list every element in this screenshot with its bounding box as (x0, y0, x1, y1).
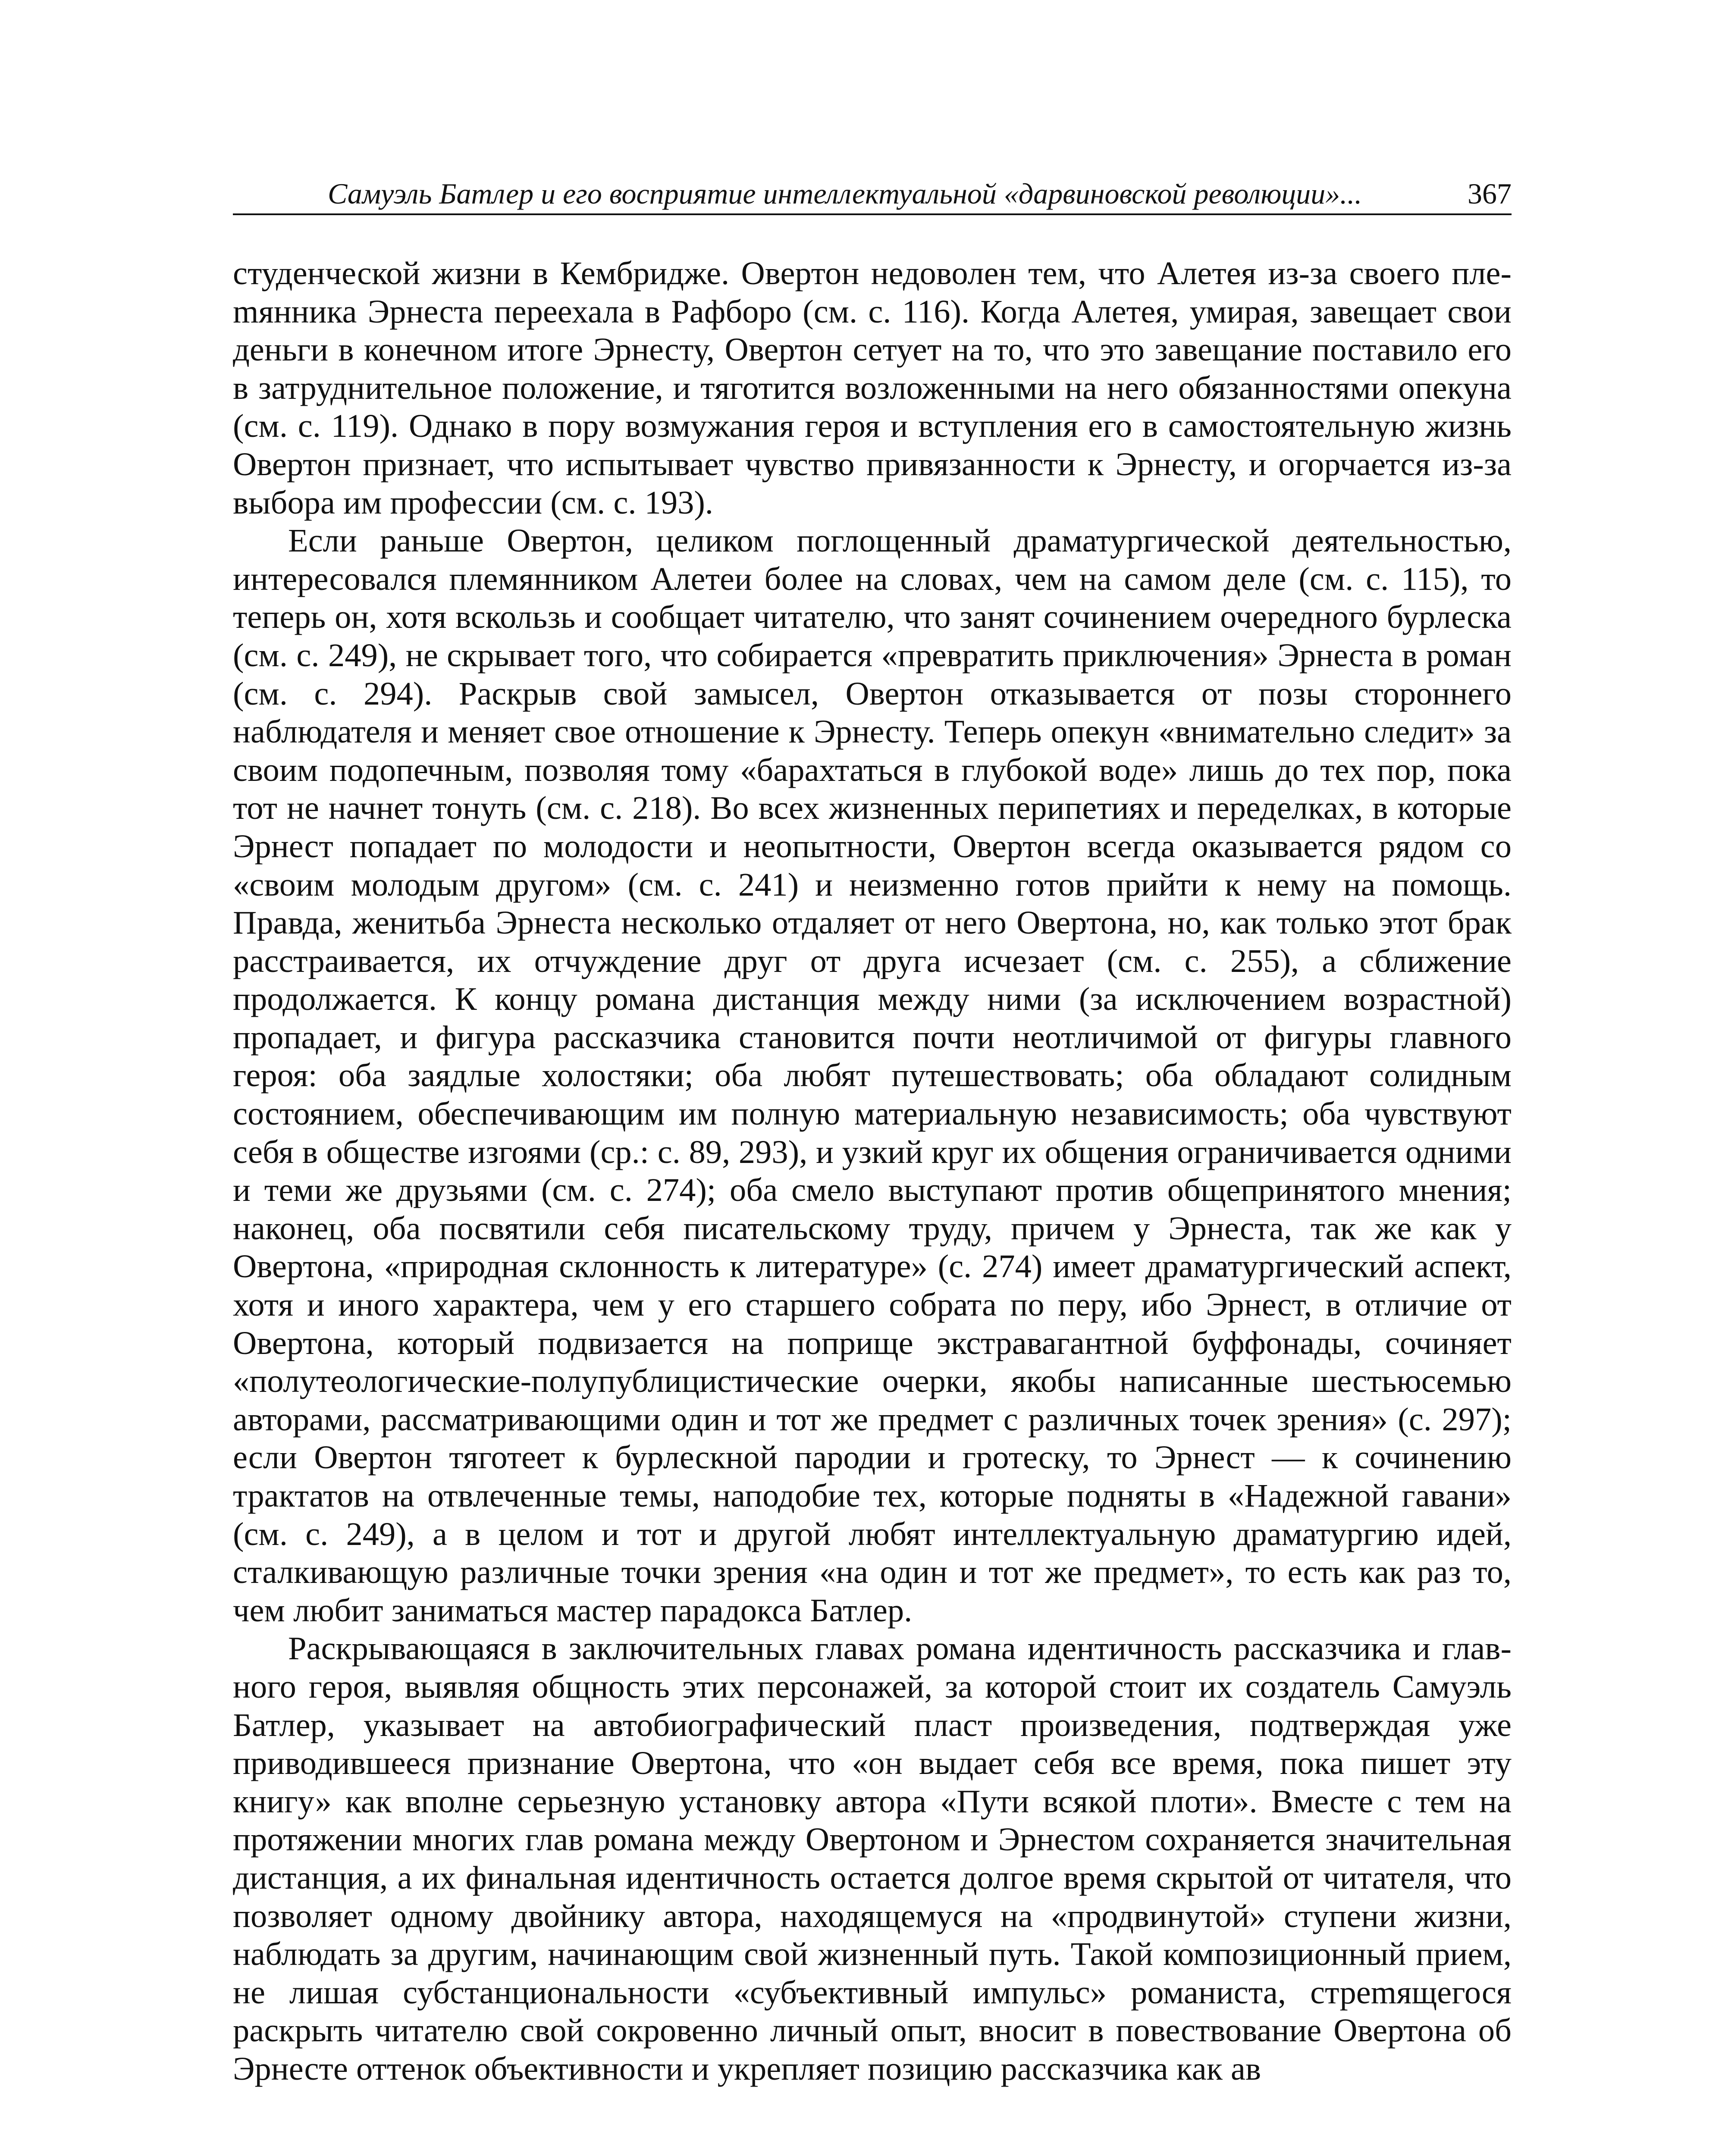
running-header (233, 166, 1512, 215)
body-text (233, 254, 1512, 2088)
running-title: Самуэль Батлер и его восприятие интеллектуальной «дарвиновской революции»... (328, 177, 1362, 210)
paragraph-1: студенческой жизни в Кембридже. Овертон недоволен тем, что Алетея из-за своего плеmянника Эрнеста переехала в Рафборо (см. с. 116). Когда Алетея, умирая, завещает свои деньги в конечном итоге Эрнесту, Овертон сетует на то, что это завещание поставило его в затруднительное положение, и тяготится возложенными на него обязанностями опекуна (см. с. 119). Однако в пору возмужания героя и вступления его в самостоятельную жизнь Овертон признает, что испытывает чувство привязанности к Эрнесту, и огорчается из-за выбора им профессии (см. с. 193). (233, 255, 1512, 521)
page-number: 367 (1468, 177, 1512, 210)
paragraph-3: Раскрывающаяся в заключительных главах романа идентичность рассказчика и главного героя, выявляя общность этих персонажей, за которой стоит их создатель Самуэль Батлер, указывает на автобиографический пласт произведения, подтверждая уже приводившееся признание Овертона, что «он выдает себя все время, пока пишет эту книгу» как вполне серьезную установку автора «Пути всякой плоти». Вместе с тем на протяжении многих глав романа между Овертоном и Эрнестом сохраняется значительная дистанция, а их финальная идентичность остается долгое время скрытой от читателя, что позволяет одному двойнику автора, находящемуся на «продвинутой» ступени жизни, наблюдать за другим, начинающим свой жизненный путь. Такой композиционный прием, не лишая субстанциональности «субъективный импульс» романиста, стреmящегося раскрыть читателю свой сокровенно личный опыт, вносит в повествование Овертона об Эрнесте оттенок объективности и укрепляет позицию рассказчика как ав (233, 1630, 1512, 2087)
paragraph-2: Если раньше Овертон, целиком поглощенный драматургической деятельностью, интересовался племянником Алетеи более на словах, чем на самом деле (см. с. 115), то теперь он, хотя вскользь и сообщает читателю, что занят сочинением очередного бурлеска (см. с. 249), не скрывает того, что собирается «превратить приключения» Эрнеста в роман (см. с. 294). Раскрыв свой замысел, Овертон отказывается от позы стороннего наблюдателя и меняет свое отношение к Эрнесту. Теперь опекун «внимательно следит» за своим подопечным, позволяя тому «барахтаться в глубокой воде» лишь до тех пор, пока тот не начнет тонуть (см. с. 218). Во всех жизненных перипетиях и переделках, в которые Эрнест попадает по молодости и неопытности, Овертон всегда оказывается рядом со «своим молодым другом» (см. с. 241) и неизменно готов прийти к нему на помощь. Правда, женитьба Эрнеста несколько отдаляет от него Овертона, но, как только этот брак расстраивается, их отчуждение друг от друга исчезает (см. с. 255), а сближение продолжается. К концу романа дистанция между ними (за исключением возрастной) пропадает, и фигура рассказчика становится почти неотличимой от фигуры главного героя: оба заядлые холостяки; оба любят путешествовать; оба обладают солидным состоянием, обеспечивающим им полную материальную независимость; оба чувствуют себя в обществе изгоями (ср.: с. 89, 293), и узкий круг их общения ограничивается одними и теми же друзьями (см. с. 274); оба смело выступают против общепринятого мнения; наконец, оба посвятили себя писательскому труду, причем у Эрнеста, так же как у Овертона, «природная склонность к литературе» (с. 274) имеет драматургический аспект, хотя и иного характера, чем у его старшего собрата по перу, ибо Эрнест, в отличие от Овертона, который подвизается на поприще экстравагантной буффонады, сочиняет «полутеологические-полупублицистические очерки, якобы написанные шестьюсемью авторами, рассматривающими один и тот же предмет с различных точек зрения» (с. 297); если Овертон тяготеет к бурлескной пародии и гротеску, то Эрнест — к сочинению трактатов на отвлеченные темы, наподобие тех, которые подняты в «Надежной гавани» (см. с. 249), а в целом и тот и другой любят интеллектуальную драматургию идей, сталкивающую различные точки зрения «на один и тот же предмет», то есть как раз то, чем любит заниматься мастер парадокса Батлер. (233, 522, 1512, 1629)
